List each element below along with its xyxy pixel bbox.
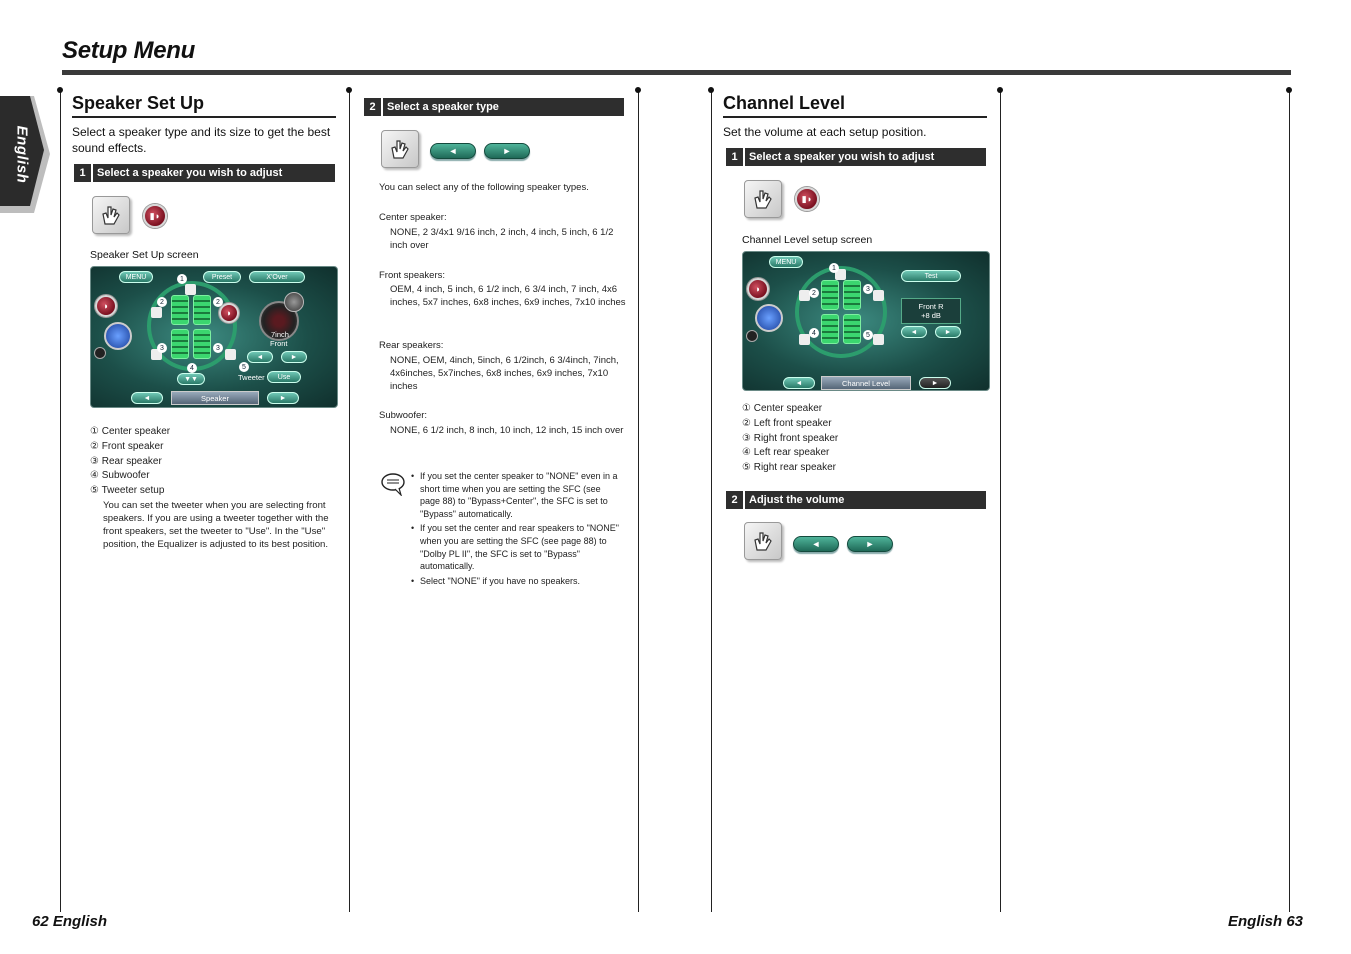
step-label: Adjust the volume [749, 494, 845, 506]
seat-graphic [193, 329, 211, 359]
tweeter-label: Tweeter [238, 373, 265, 382]
channel-level-title: Channel Level [723, 93, 846, 113]
menu-button[interactable]: MENU [769, 256, 803, 268]
front-speaker-icon[interactable] [151, 307, 162, 318]
group-name: Subwoofer: [379, 410, 428, 421]
column-dot [997, 87, 1003, 93]
preset-button[interactable]: Preset [203, 271, 241, 283]
marker-4: 4 [187, 363, 197, 373]
column-dot [346, 87, 352, 93]
left-rear-speaker-icon[interactable] [799, 334, 810, 345]
column-dot [1286, 87, 1292, 93]
group-name: Front speakers: [379, 270, 445, 281]
marker-4: 4 [809, 328, 819, 338]
rear-speaker-icon[interactable] [225, 349, 236, 360]
marker-3: 3 [863, 284, 873, 294]
channel-level-screen [742, 251, 990, 391]
marker-2: 2 [809, 288, 819, 298]
step-1-bar [726, 148, 986, 166]
level-up-button[interactable]: ► [935, 326, 961, 338]
prev-button[interactable]: ◄ [131, 392, 163, 404]
screen-caption: Channel Level setup screen [742, 234, 873, 246]
step-number: 1 [726, 148, 745, 166]
speaker-button-icon[interactable]: ◗ [95, 295, 117, 317]
right-arrow-button[interactable]: ► [847, 536, 893, 552]
speaker-button-icon[interactable]: ◗ [747, 278, 769, 300]
group-values: NONE, 6 1/2 inch, 8 inch, 10 inch, 12 inch, 15 inch over [390, 425, 624, 436]
level-down-button[interactable]: ◄ [901, 326, 927, 338]
column-divider [1000, 92, 1001, 912]
menu-button[interactable]: MENU [119, 271, 153, 283]
subwoofer-button[interactable]: ▼▼ [177, 373, 205, 385]
step-1-bar [74, 164, 335, 182]
speaker-tab[interactable]: Speaker [171, 391, 259, 405]
channel-level-intro: Set the volume at each setup position. [723, 125, 927, 139]
back-icon[interactable] [755, 304, 783, 332]
note-icon [381, 472, 407, 496]
center-speaker-icon[interactable] [185, 284, 196, 295]
section-rule [72, 116, 336, 118]
tool-icon[interactable] [746, 330, 758, 342]
seat-graphic [821, 314, 839, 344]
next-button[interactable]: ► [919, 377, 951, 389]
speaker-button-icon[interactable]: ▮◗ [143, 204, 167, 228]
right-arrow-button[interactable]: ► [484, 143, 530, 159]
list-item: ② Left front speaker [742, 417, 832, 429]
channel-level-tab[interactable]: Channel Level [821, 376, 911, 390]
group-name: Rear speakers: [379, 340, 444, 351]
left-arrow-button[interactable]: ◄ [793, 536, 839, 552]
list-item: ⑤ Right rear speaker [742, 462, 837, 474]
group-name: Center speaker: [379, 212, 447, 223]
marker-1: 1 [829, 263, 839, 273]
list-item: • Select "NONE" if you have no speakers. [411, 575, 580, 586]
group-values: NONE, 2 3/4x1 9/16 inch, 2 inch, 4 inch, 5 inch, 6 1/2 inch over [390, 227, 614, 251]
marker-5: 5 [239, 362, 249, 372]
list-item: ① Center speaker [742, 403, 823, 414]
step-number: 2 [364, 98, 383, 116]
seat-graphic [821, 280, 839, 310]
step-label: Select a speaker you wish to adjust [97, 167, 283, 179]
list-item: ③ Rear speaker [90, 455, 162, 467]
marker-3: 3 [157, 343, 167, 353]
xover-button[interactable]: X'Over [249, 271, 305, 283]
touch-hand-icon [744, 522, 782, 560]
notes-list [411, 470, 623, 587]
prev-button[interactable]: ◄ [783, 377, 815, 389]
marker-1: 1 [177, 274, 187, 284]
tweeter-graphic [284, 292, 304, 312]
speaker-setup-list [90, 425, 340, 499]
speaker-setup-screen [90, 266, 338, 408]
seat-graphic [171, 295, 189, 325]
next-size-button[interactable]: ► [281, 351, 307, 363]
touch-hand-icon [381, 130, 419, 168]
right-rear-speaker-icon[interactable] [873, 334, 884, 345]
speaker-setup-title: Speaker Set Up [72, 93, 205, 113]
screen-caption: Speaker Set Up screen [90, 249, 199, 261]
channel-level-list [742, 402, 992, 476]
step-2-bar [364, 98, 624, 116]
list-item: ③ Right front speaker [742, 432, 839, 444]
page-number-left: 62 English [32, 913, 108, 930]
step-number: 2 [726, 491, 745, 509]
header-rule [62, 70, 1291, 75]
speaker-size-label: 7inch [271, 330, 289, 339]
list-item: ④ Left rear speaker [742, 447, 830, 459]
level-display: Front R +8 dB [901, 298, 961, 324]
list-item: ① Center speaker [90, 426, 171, 437]
speaker-type-intro: You can select any of the following speaker types. [379, 182, 589, 193]
step-label: Select a speaker you wish to adjust [749, 151, 935, 163]
language-tab-label: English [13, 125, 31, 184]
marker-2: 2 [213, 297, 223, 307]
seat-graphic [193, 295, 211, 325]
column-divider [638, 92, 639, 912]
column-divider [711, 92, 712, 912]
column-divider [60, 92, 61, 912]
touch-hand-icon [744, 180, 782, 218]
left-arrow-button[interactable]: ◄ [430, 143, 476, 159]
step-2-bar [726, 491, 986, 509]
test-button[interactable]: Test [901, 270, 961, 282]
step-number: 1 [74, 164, 93, 182]
speaker-position-label: Front [270, 339, 288, 348]
prev-size-button[interactable]: ◄ [247, 351, 273, 363]
next-button[interactable]: ► [267, 392, 299, 404]
seat-graphic [171, 329, 189, 359]
section-rule [723, 116, 987, 118]
page-number-right: English 63 [1228, 913, 1304, 930]
tool-icon[interactable] [94, 347, 106, 359]
tweeter-note: You can set the tweeter when you are selecting front speakers. If you are using a tweeter together with the front speakers, set the tweeter to "Use". In the "Use" position, the Equalizer is adjusted to its best position. [103, 500, 329, 550]
group-values: NONE, OEM, 4inch, 5inch, 6 1/2inch, 6 3/4inch, 7inch, 4x6inches, 5x7inches, 6x8 inches, 6x9 inches, 7x10 inches [390, 355, 619, 392]
column-dot [635, 87, 641, 93]
tweeter-use-button[interactable]: Use [267, 371, 301, 383]
group-values: OEM, 4 inch, 5 inch, 6 1/2 inch, 6 3/4 inch, 7 inch, 4x6 inches, 5x7 inches, 6x8 inches, 6x9 inches, 7x10 inches [390, 284, 626, 308]
list-item: ④ Subwoofer [90, 470, 150, 482]
marker-3: 3 [213, 343, 223, 353]
marker-2: 2 [157, 297, 167, 307]
front-right-speaker-icon[interactable]: ◗ [219, 303, 239, 323]
column-dot [57, 87, 63, 93]
list-item: • If you set the center speaker to "NONE" even in a short time when you are setting the SFC (see page 88) to "Bypass+Center", the SFC is set to "Bypass" automatically. [411, 471, 618, 519]
marker-5: 5 [863, 330, 873, 340]
list-item: ⑤ Tweeter setup [90, 485, 165, 497]
column-divider [349, 92, 350, 912]
seat-graphic [843, 280, 861, 310]
speaker-setup-intro: Select a speaker type and its size to get the best sound effects. [72, 125, 331, 155]
step-label: Select a speaker type [387, 101, 499, 113]
seat-graphic [843, 314, 861, 344]
column-dot [708, 87, 714, 93]
speaker-button-icon[interactable]: ▮◗ [795, 187, 819, 211]
touch-hand-icon [92, 196, 130, 234]
page-title: Setup Menu [62, 37, 195, 64]
right-front-speaker-icon[interactable] [873, 290, 884, 301]
list-item: • If you set the center and rear speakers to "NONE" when you are setting the SFC (see page 88) to "Dolby PL II", the SFC is set to "Bypass" automatically. [411, 523, 619, 572]
list-item: ② Front speaker [90, 440, 164, 452]
column-divider [1289, 92, 1290, 912]
back-icon[interactable] [104, 322, 132, 350]
